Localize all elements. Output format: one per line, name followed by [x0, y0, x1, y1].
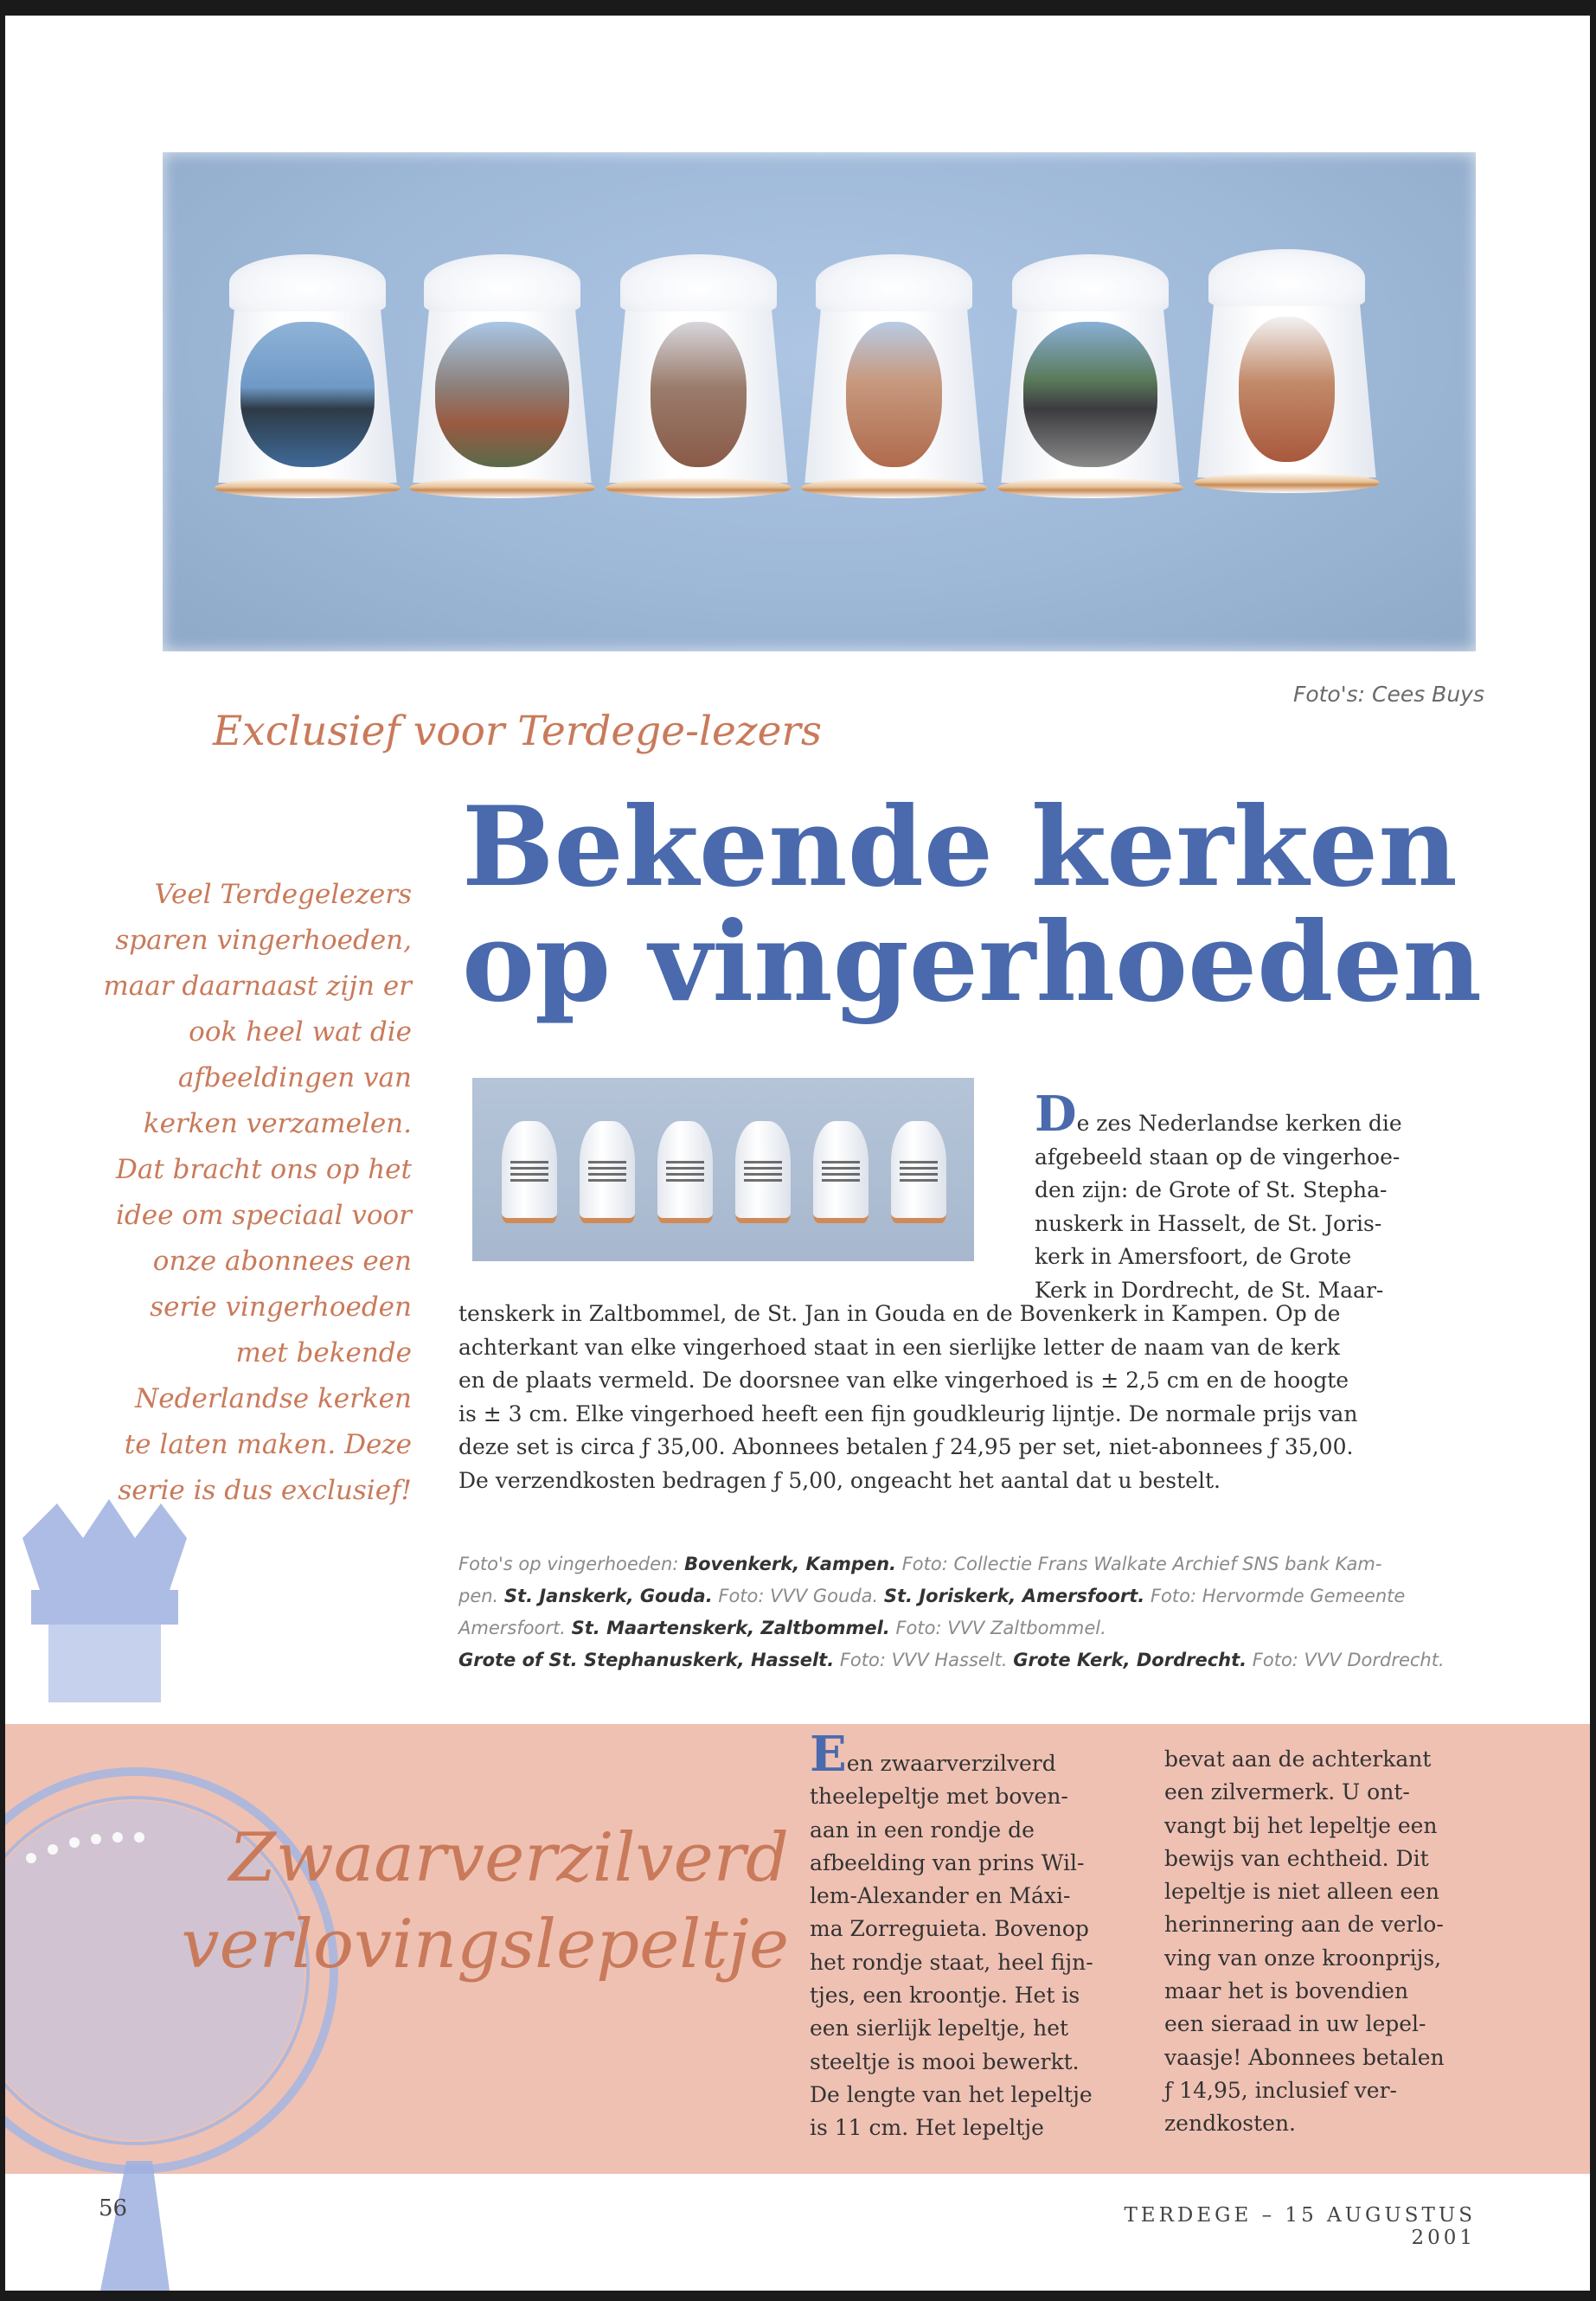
photo-captions: Foto's op vingerhoeden: Bovenkerk, Kampen. Foto: Collectie Frans Walkate Archief SNS bank Kam- pen. St. Janskerk, Gouda. Foto: VVV Gouda. St. Joriskerk, Amersfoort. Foto: Hervormde Gemeente Amersfoort. St. Maartenskerk, Zaltbommel. Foto: VVV Zaltbommel. Grote of St. Stephanuskerk, Hasselt. Foto: VVV Hasselt. Grote Kerk, Dordrecht. Foto: VVV Dordrecht.: [458, 1554, 1445, 1670]
spoon-column-1: Een zwaarverzilverd theelepeltje met boven- aan in een rondje de afbeelding van prins Wil- lem-Alexander en Máxi- ma Zorreguieta. Bovenop het rondje staat, heel fijn- tjes, een kroontje. Het is een sierlijk lepeltje, het steeltje is mooi bewerkt. De lengte van het lepeltje is 11 cm. Het lepeltje: [810, 1726, 1093, 2141]
thimble-hasselt: [215, 254, 401, 514]
page-number: 56: [99, 2195, 128, 2221]
photo-credit: Foto's: Cees Buys: [1292, 682, 1484, 707]
thimbles-back-photo: [472, 1078, 974, 1261]
thimble-amersfoort: [409, 254, 595, 514]
headline-line-1: Bekende kerken: [462, 783, 1458, 911]
article-kicker: Exclusief voor Terdege-lezers: [213, 708, 822, 755]
thimble-gouda: [997, 254, 1183, 514]
spoon-column-2: bevat aan de achterkant een zilvermerk. U ont- vangt bij het lepeltje een bewijs van echtheid. Dit lepeltje is niet alleen een herinnering aan de verlo- ving van onze kroonprijs, maar het is bovendien een sieraad in uw lepel- vaasje! Abonnees betalen ƒ 14,95, inclusief ver- zendkosten.: [1164, 1747, 1445, 2137]
article-body-wide: tenskerk in Zaltbommel, de St. Jan in Gouda en de Bovenkerk in Kampen. Op de achterkant van elke vingerhoed staat in een sierlijke letter de naam van de kerk en de plaats vermeld. De doorsnee van elke vingerhoed is ± 2,5 cm en de hoogte is ± 3 cm. Elke vingerhoed heeft een fijn goudkleurig lijntje. De normale prijs van deze set is circa ƒ 35,00. Abonnees betalen ƒ 24,95 per set, niet-abonnees ƒ 35,00. De verzendkosten bedragen ƒ 5,00, ongeacht het aantal dat u bestelt.: [458, 1301, 1358, 1493]
headline-line-2: op vingerhoeden: [462, 898, 1483, 1026]
thimble-zaltbommel: [801, 254, 987, 514]
spoon-title: Zwaarverzilverd verlovingslepeltje: [181, 1819, 789, 1984]
thimbles-photo: [163, 152, 1476, 651]
spoon-dropcap: E: [810, 1726, 847, 1783]
running-footer: TERDEGE – 15 AUGUSTUS 2001: [1124, 2204, 1476, 2249]
thimble-dordrecht: [606, 254, 792, 514]
article-headline: [462, 783, 1543, 1026]
article-dropcap: D: [1035, 1086, 1077, 1143]
thimble-kampen: [1194, 249, 1380, 509]
article-intro: Veel Terdegelezers sparen vingerhoeden, maar daarnaast zijn er ook heel wat die afbeeldingen van kerken verzamelen. Dat bracht ons op het idee om speciaal voor onze abonnees een serie vingerhoeden met bekende Nederlandse kerken te laten maken. Deze serie is dus exclusief!: [103, 879, 412, 1506]
article-body-narrow: De zes Nederlandse kerken die afgebeeld staan op de vingerhoe- den zijn: de Grote of St. Stepha- nuskerk in Hasselt, de St. Joris- kerk in Amersfoort, de Grote Kerk in Dordrecht, de St. Maar-: [1035, 1086, 1402, 1303]
magazine-page: [5, 16, 1590, 2291]
